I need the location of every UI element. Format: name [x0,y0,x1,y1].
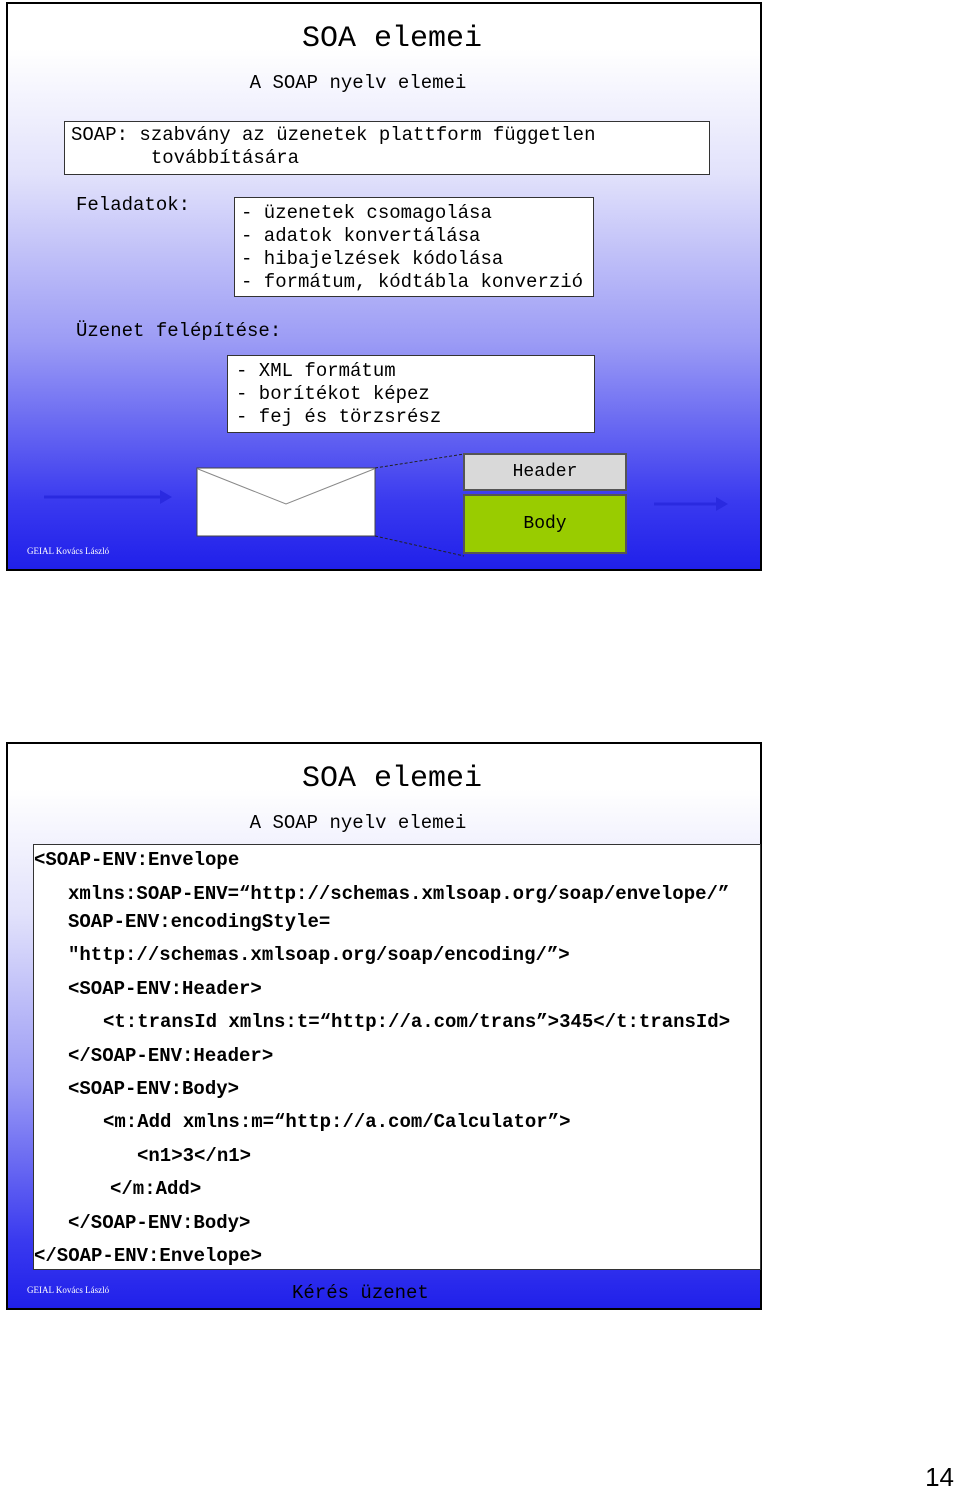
envelope-icon [197,468,375,536]
connector-top [375,454,464,468]
structure-item: - XML formátum [236,360,396,382]
author-watermark: GEIAL Kovács László [27,546,110,556]
slide-title: SOA elemei [301,22,483,56]
slide-soa-elements-1 [6,2,762,571]
code-line: <t:transId xmlns:t=“http://a.com/trans”>345</t:transId> [103,1011,731,1033]
definition-line-2: továbbítására [71,147,300,169]
task-item: - hibajelzések kódolása [241,248,504,270]
code-line: <n1>3</n1> [137,1145,252,1167]
task-item: - formátum, kódtábla konverzió [241,271,584,293]
request-caption: Kérés üzenet [292,1282,429,1304]
code-line: </SOAP-ENV:Envelope> [34,1245,263,1267]
connector-bottom [375,536,464,556]
structure-item: - fej és törzsrész [236,406,442,428]
code-line: "http://schemas.xmlsoap.org/soap/encoding/”> [68,944,570,966]
author-watermark: GEIAL Kovács László [27,1285,110,1295]
code-line: SOAP-ENV:encodingStyle= [68,911,331,933]
code-line: </SOAP-ENV:Header> [68,1045,274,1067]
slide-title: SOA elemei [301,762,483,796]
code-line: <m:Add xmlns:m=“http://a.com/Calculator”> [103,1111,571,1133]
structure-label: Üzenet felépítése: [76,320,282,342]
soap-definition-box [64,121,710,175]
task-item: - üzenetek csomagolása [241,202,492,224]
structure-item: - borítékot képez [236,383,430,405]
code-line: xmlns:SOAP-ENV=“http://schemas.xmlsoap.org/soap/envelope/” [68,883,730,905]
code-line: </SOAP-ENV:Body> [68,1212,251,1234]
code-line: <SOAP-ENV:Body> [68,1078,240,1100]
code-line: <SOAP-ENV:Envelope [34,849,240,871]
header-block: Header [463,453,627,491]
slide-subtitle: A SOAP nyelv elemei [249,72,467,94]
code-line: </m:Add> [110,1178,202,1200]
body-block: Body [463,494,627,554]
slide-subtitle: A SOAP nyelv elemei [249,812,467,834]
slide-soa-elements-2 [6,742,762,1310]
tasks-label: Feladatok: [76,194,191,216]
task-item: - adatok konvertálása [241,225,481,247]
envelope-diagram [8,434,760,574]
arrow-in-head [160,490,172,504]
tasks-box [234,197,594,297]
arrow-out-head [716,497,728,511]
definition-line-1: SOAP: szabvány az üzenetek plattform független [71,124,596,146]
page-number: 14 [925,1462,954,1492]
code-line: <SOAP-ENV:Header> [68,978,262,1000]
structure-box [227,355,595,433]
